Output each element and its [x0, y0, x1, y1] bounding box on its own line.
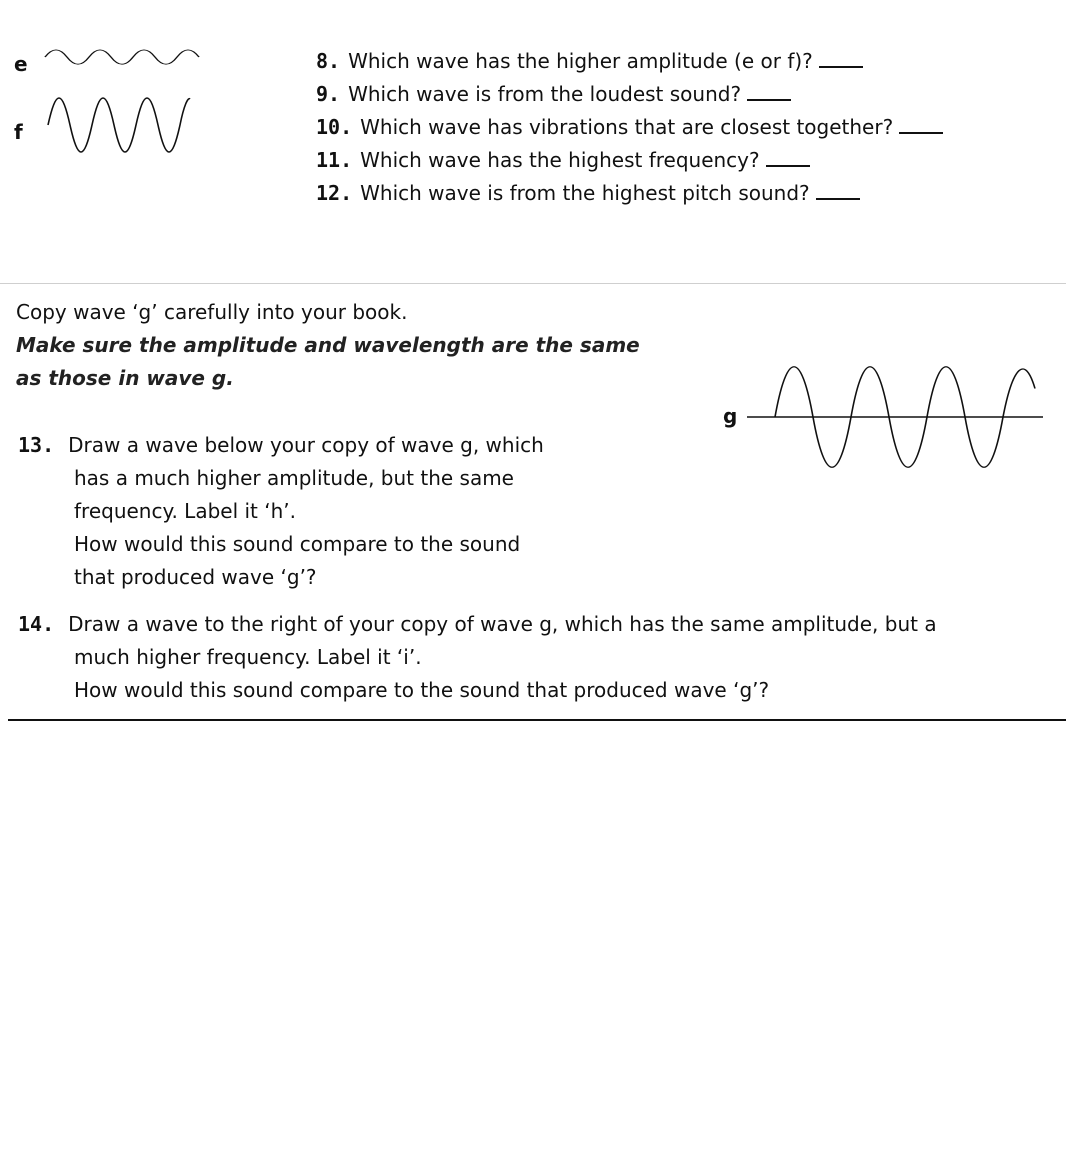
- note-line-2: as those in wave g.: [16, 366, 234, 390]
- question-text: Which wave has the higher amplitude (e or f)?: [348, 49, 813, 73]
- question-text: Which wave is from the highest pitch sound?: [360, 181, 810, 205]
- wave-f-label: f: [14, 120, 23, 144]
- copy-instruction: Copy wave ‘g’ carefully into your book.: [16, 300, 408, 324]
- wave-e-drawing: [40, 40, 210, 80]
- section2-instructions: [16, 296, 640, 395]
- question-number: 8.: [316, 49, 341, 73]
- q14-line-2: much higher frequency. Label it ‘i’.: [74, 645, 422, 669]
- q13-line-2: has a much higher amplitude, but the same: [74, 466, 514, 490]
- question-11: [316, 144, 943, 177]
- question-text: Which wave has the highest frequency?: [360, 148, 760, 172]
- q14-line-1: Draw a wave to the right of your copy of wave g, which has the same amplitude, but a: [68, 612, 937, 636]
- wave-f-drawing: [40, 95, 200, 170]
- questions-top-list: [316, 45, 943, 210]
- question-number: 14.: [18, 612, 55, 636]
- wave-g-drawing: [745, 340, 1045, 500]
- note-line-1: Make sure the amplitude and wavelength are the same: [16, 333, 640, 357]
- answer-blank[interactable]: [766, 165, 810, 167]
- question-12: [316, 177, 943, 210]
- bottom-rule: [8, 719, 1066, 721]
- section-divider: [0, 283, 1066, 284]
- q13-line-4: How would this sound compare to the sound: [74, 532, 521, 556]
- question-number: 12.: [316, 181, 353, 205]
- question-number: 9.: [316, 82, 341, 106]
- q13-line-5: that produced wave ‘g’?: [74, 565, 317, 589]
- question-number: 13.: [18, 433, 55, 457]
- answer-blank[interactable]: [816, 198, 860, 200]
- question-number: 10.: [316, 115, 353, 139]
- q13-line-3: frequency. Label it ‘h’.: [74, 499, 296, 523]
- wave-e-label: e: [14, 52, 28, 76]
- question-text: Which wave is from the loudest sound?: [348, 82, 742, 106]
- wave-g-label: g: [723, 404, 738, 428]
- question-10: [316, 111, 943, 144]
- q14-line-3: How would this sound compare to the sound that produced wave ‘g’?: [74, 678, 770, 702]
- question-text: Which wave has vibrations that are closest together?: [360, 115, 894, 139]
- question-number: 11.: [316, 148, 353, 172]
- question-9: [316, 78, 943, 111]
- question-8: [316, 45, 943, 78]
- answer-blank[interactable]: [819, 66, 863, 68]
- question-13: [18, 429, 544, 594]
- question-14: [18, 608, 937, 707]
- q13-line-1: Draw a wave below your copy of wave g, which: [68, 433, 544, 457]
- answer-blank[interactable]: [899, 132, 943, 134]
- answer-blank[interactable]: [747, 99, 791, 101]
